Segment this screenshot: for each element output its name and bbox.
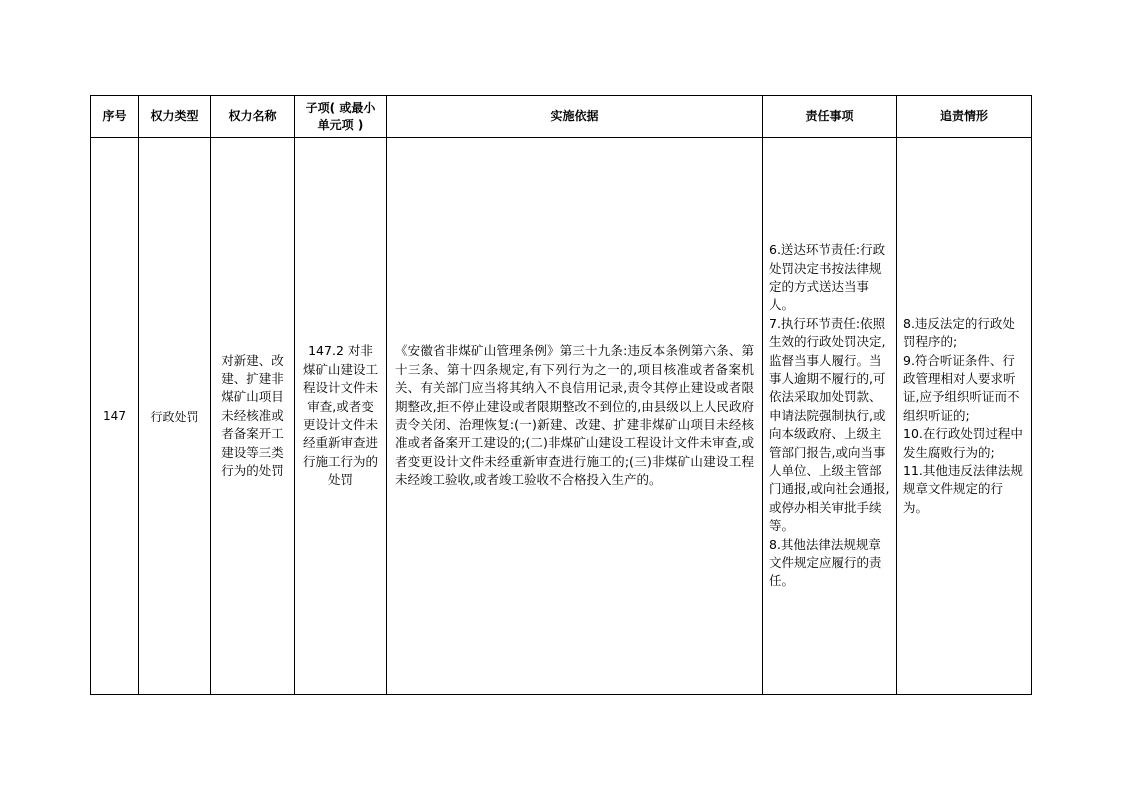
cell-sub-item: 147.2 对非煤矿山建设工程设计文件未审查,或者变更设计文件未经重新审查进行施工行为的处罚	[295, 138, 387, 695]
cell-power-name: 对新建、改建、扩建非煤矿山项目未经核准或者备案开工建设等三类行为的处罚	[211, 138, 295, 695]
accountability-item: 10.在行政处罚过程中发生腐败行为的;	[903, 426, 1023, 460]
power-list-table	[90, 95, 1032, 695]
accountability-item: 11.其他违反法律法规规章文件规定的行为。	[903, 463, 1023, 515]
responsibility-item: 7.执行环节责任:依照生效的行政处罚决定,监督当事人履行。当事人逾期不履行的,可依法采取加处罚款、申请法院强制执行,或向本级政府、上级主管部门报告,或向当事人单位、上级主管部门通报,或向社会通报,或停办相关审批手续等。	[769, 315, 890, 534]
accountability-item: 8.违反法定的行政处罚程序的;	[903, 315, 1015, 350]
header-row	[91, 96, 1032, 138]
header-power-name: 权力名称	[211, 96, 295, 138]
header-sub-item: 子项( 或最小单元项 )	[295, 96, 387, 138]
header-accountability: 追责情形	[897, 96, 1032, 138]
header-basis: 实施依据	[387, 96, 763, 138]
responsibility-item: 8.其他法律法规规章文件规定应履行的责任。	[769, 536, 882, 589]
cell-basis: 《安徽省非煤矿山管理条例》第三十九条:违反本条例第六条、第十三条、第十四条规定,有下列行为之一的,项目核准或者备案机关、有关部门应当将其纳入不良信用记录,责令其停止建设或者限期整改,拒不停止建设或者限期整改不到位的,由县级以上人民政府责令关闭、治理恢复:(一)新建、改建、扩建非煤矿山项目未经核准或者备案开工建设的;(二)非煤矿山建设工程设计文件未审查,或者变更设计文件未经重新审查进行施工的;(三)非煤矿山建设工程未经竣工验收,或者竣工验收不合格投入生产的。	[387, 138, 763, 695]
cell-seq: 147	[91, 138, 139, 695]
cell-power-type: 行政处罚	[139, 138, 211, 695]
cell-responsibility	[763, 138, 897, 695]
cell-accountability	[897, 138, 1032, 695]
header-seq: 序号	[91, 96, 139, 138]
table-row	[91, 138, 1032, 695]
responsibility-item: 6.送达环节责任:行政处罚决定书按法律规定的方式送达当事人。	[769, 242, 886, 313]
accountability-item: 9.符合听证条件、行政管理相对人要求听证,应予组织听证而不组织听证的;	[903, 352, 1020, 423]
header-responsibility: 责任事项	[763, 96, 897, 138]
header-power-type: 权力类型	[139, 96, 211, 138]
